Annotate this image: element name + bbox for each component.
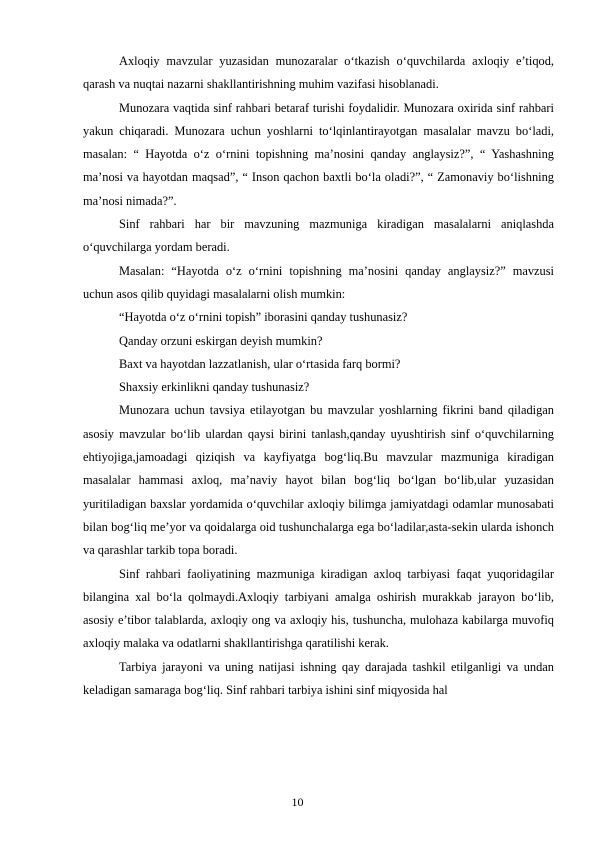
paragraph-intro: Axloqiy mavzular yuzasidan munozaralar o‘tkazish o‘quvchilarda axloqiy e’tiqod, qarash va nuqtai nazarni shakllantirishning muhim vazifasi hisoblanadi. bbox=[83, 54, 554, 92]
question-item: Baxt va hayotdan lazzatlanish, ular o‘rtasida farq bormi? bbox=[119, 356, 401, 371]
paragraph-upbringing-process: Tarbiya jarayoni va uning natijasi ishning qay darajada tashkil etilganligi va undan keladigan samaraga bog‘liq. Sinf rahbari tarbiya ishini sinf miqyosida hal bbox=[83, 659, 554, 698]
paragraph-debate-topics: Munozara vaqtida sinf rahbari betaraf turishi foydalidir. Munozara oxirida sinf rahbari yakun chiqaradi. Munozara uchun yoshlarni to‘lqinlantirayotgan masalalar mavzu bo‘ladi, masalan: “ Hayotda o‘z o‘rnini topishning ma’nosini qanday anglaysiz?”, “ Yashashning ma’nosi va hayotdan maqsad”, “ Inson qachon baxtli bo‘la oladi?”, “ Zamonaviy bo‘lishning ma’nosi nimada?”. bbox=[83, 100, 554, 208]
page-number: 10 bbox=[291, 795, 304, 809]
question-item: “Hayotda o‘z o‘rnini topish” iborasini qanday tushunasiz? bbox=[119, 310, 408, 325]
question-item: Qanday orzuni eskirgan deyish mumkin? bbox=[119, 333, 323, 348]
document-page bbox=[83, 50, 554, 702]
paragraph-moral-education: Sinf rahbari faoliyatining mazmuniga kiradigan axloq tarbiyasi faqat yuqoridagilar bilangina xal bo‘la qolmaydi.Axloqiy tarbiyani amalga oshirish murakkab jarayon bo‘lib, asosiy e’tibor talablarda, axloqiy ong va axloqiy his, tushuncha, mulohaza kabilarga muvofiq axloqiy malaka va odatlarni shakllantirishga qaratilishi kerak. bbox=[83, 566, 554, 651]
paragraph-teacher-help: Sinf rahbari har bir mavzuning mazmuniga kiradigan masalalarni aniqlashda o‘quvchilarga yordam beradi. bbox=[83, 217, 554, 255]
question-item: Shaxsiy erkinlikni qanday tushunasiz? bbox=[119, 380, 310, 395]
paragraph-recommended-topics: Munozara uchun tavsiya etilayotgan bu mavzular yoshlarning fikrini band qiladigan asosiy mavzular bo‘lib ulardan qaysi birini tanlash,qanday uyushtirish sinf o‘quvchilarning ehtiyojiga,jamoadagi qiziqish va kayfiyatga bog‘liq.Bu mavzular mazmuniga kiradigan masalalar hammasi axloq, ma’naviy hayot bilan bog‘liq bo‘lgan bo‘lib,ular yuzasidan yuritiladigan baxslar yordamida o‘quvchilar axloqiy bilimga jamiyatdagi odamlar munosabati bilan bog‘liq me’yor va qoidalarga oid tushunchalarga ega bo‘ladilar,asta-sekin ularda ishonch va qarashlar tarkib topa boradi. bbox=[83, 403, 554, 558]
paragraph-example: Masalan: “Hayotda o‘z o‘rnini topishning ma’nosini qanday anglaysiz?” mavzusi uchun asos qilib quyidagi masalalarni olish mumkin: bbox=[83, 263, 554, 301]
